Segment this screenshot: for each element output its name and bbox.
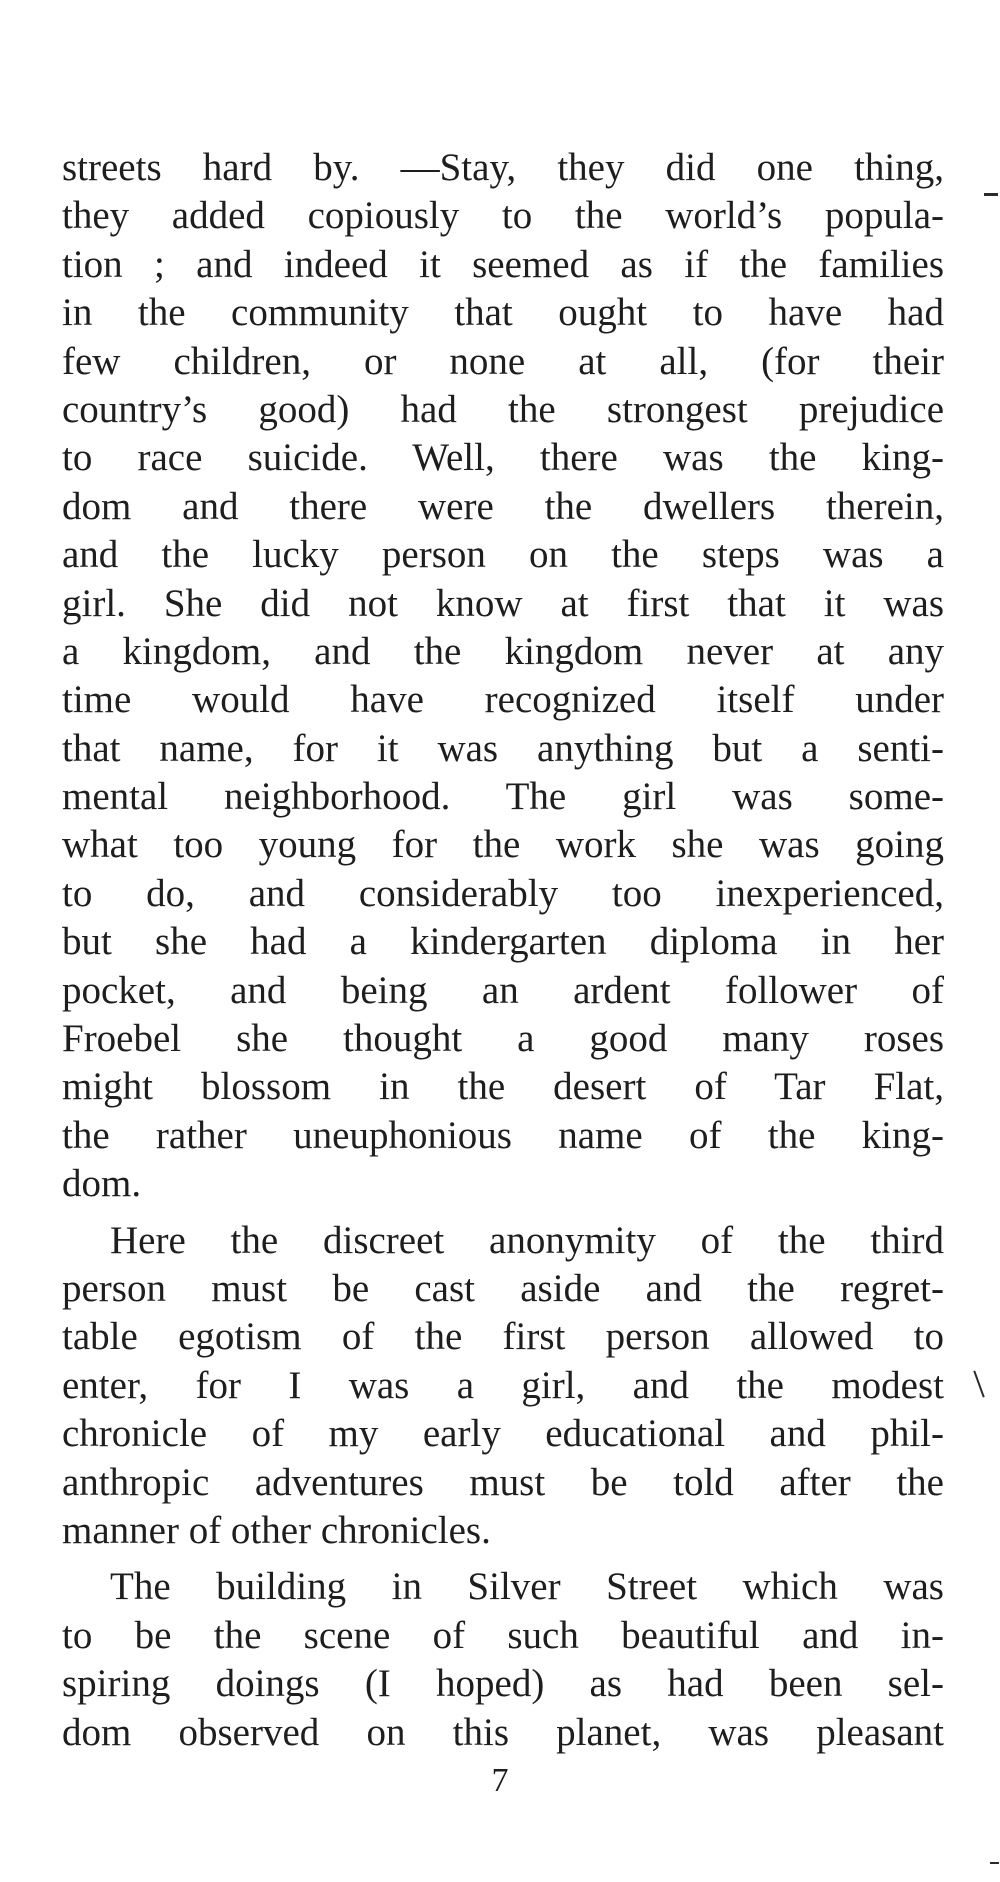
text-line: Here the discreet anonymity of the third xyxy=(110,1218,944,1262)
text-line: streets hard by. —Stay, they did one thing, xyxy=(62,146,944,189)
text-line: a kingdom, and the kingdom never at any xyxy=(62,629,944,673)
text-line: and the lucky person on the steps was a xyxy=(62,533,944,577)
text-line: to be the scene of such beautiful and in- xyxy=(62,1613,944,1657)
text-line: that name, for it was anything but a senti- xyxy=(62,726,944,770)
text-line: in the community that ought to have had xyxy=(62,291,944,335)
text-line: what too young for the work she was going xyxy=(62,823,944,867)
text-line: few children, or none at all, (for their xyxy=(62,339,944,383)
margin-mark xyxy=(990,1862,999,1864)
text-line: dom. xyxy=(62,1162,142,1206)
text-line: time would have recognized itself under xyxy=(62,678,944,722)
text-line: The building in Silver Street which was xyxy=(110,1565,944,1609)
text-line: to race suicide. Well, there was the king- xyxy=(62,436,944,480)
text-line: Froebel she thought a good many roses xyxy=(62,1017,944,1061)
text-line: the rather uneuphonious name of the king- xyxy=(62,1113,944,1157)
text-line: spiring doings (I hoped) as had been sel- xyxy=(62,1662,944,1706)
paragraph-gap xyxy=(62,1555,944,1563)
paragraph-2 xyxy=(62,1217,944,1556)
body-text xyxy=(62,144,944,1757)
text-line: mental neighborhood. The girl was some- xyxy=(62,775,944,819)
text-line: girl. She did not know at first that it was xyxy=(62,581,944,625)
text-line: country’s good) had the strongest prejudice xyxy=(62,387,944,431)
text-line: chronicle of my early educational and phil- xyxy=(62,1412,944,1456)
page-number: 7 xyxy=(491,1762,509,1799)
paragraph-gap xyxy=(62,1209,944,1217)
text-line: table egotism of the first person allowed to xyxy=(62,1315,944,1359)
text-line: to do, and considerably too inexperienced, xyxy=(62,871,944,915)
margin-mark xyxy=(973,1371,984,1398)
paragraph-3 xyxy=(62,1563,944,1757)
text-line: manner of other chronicles. xyxy=(62,1508,491,1552)
margin-mark xyxy=(984,193,998,196)
text-line: person must be cast aside and the regret- xyxy=(62,1266,944,1310)
text-line: might blossom in the desert of Tar Flat, xyxy=(62,1065,944,1109)
text-line: enter, for I was a girl, and the modest xyxy=(62,1363,944,1407)
paragraph-1 xyxy=(62,144,944,1209)
text-line: dom and there were the dwellers therein, xyxy=(62,484,944,528)
text-line: pocket, and being an ardent follower of xyxy=(62,968,944,1012)
text-line: they added copiously to the world’s popula- xyxy=(62,194,944,238)
text-line: but she had a kindergarten diploma in her xyxy=(62,920,944,964)
text-line: dom observed on this planet, was pleasant xyxy=(62,1710,944,1754)
text-line: tion ; and indeed it seemed as if the families xyxy=(62,242,944,286)
text-line: anthropic adventures must be told after the xyxy=(62,1460,944,1504)
